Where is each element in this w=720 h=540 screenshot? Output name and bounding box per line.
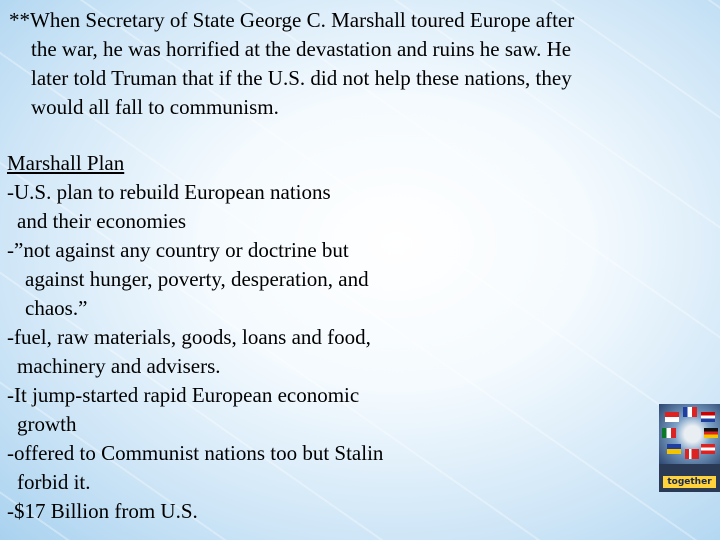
marshall-plan-poster-image — [659, 404, 720, 492]
bullet-continuation: forbid it. — [17, 470, 91, 494]
flag-icon — [685, 449, 699, 459]
marshall-plan-section — [7, 149, 383, 526]
bullet-line: -$17 Billion from U.S. — [7, 499, 198, 523]
bullet-line: -offered to Communist nations too but Stalin — [7, 441, 384, 465]
bullet-continuation: growth — [17, 412, 77, 436]
bullet-continuation: machinery and advisers. — [17, 354, 221, 378]
bullet-line: -U.S. plan to rebuild European nations — [7, 180, 331, 204]
bullet-continuation: chaos.” — [25, 296, 88, 320]
intro-line: later told Truman that if the U.S. did not help these nations, they — [31, 66, 572, 90]
poster-brand-label: together — [663, 476, 716, 488]
intro-line: the war, he was horrified at the devastation and ruins he saw. He — [31, 37, 572, 61]
bullet-continuation: against hunger, poverty, desperation, and — [25, 267, 369, 291]
flag-icon — [662, 428, 676, 438]
section-heading: Marshall Plan — [7, 151, 125, 175]
flag-icon — [667, 444, 681, 454]
flag-icon — [665, 412, 679, 422]
flag-icon — [701, 412, 715, 422]
bullet-continuation: and their economies — [17, 209, 187, 233]
intro-line: would all fall to communism. — [31, 95, 279, 119]
flag-icon — [704, 428, 718, 438]
flag-icon — [683, 407, 697, 417]
bullet-line: -”not against any country or doctrine but — [7, 238, 349, 262]
flag-icon — [701, 444, 715, 454]
bullet-line: -It jump-started rapid European economic — [7, 383, 360, 407]
intro-paragraph — [9, 6, 574, 122]
intro-line: **When Secretary of State George C. Marshall toured Europe after — [9, 8, 575, 32]
bullet-line: -fuel, raw materials, goods, loans and food, — [7, 325, 371, 349]
